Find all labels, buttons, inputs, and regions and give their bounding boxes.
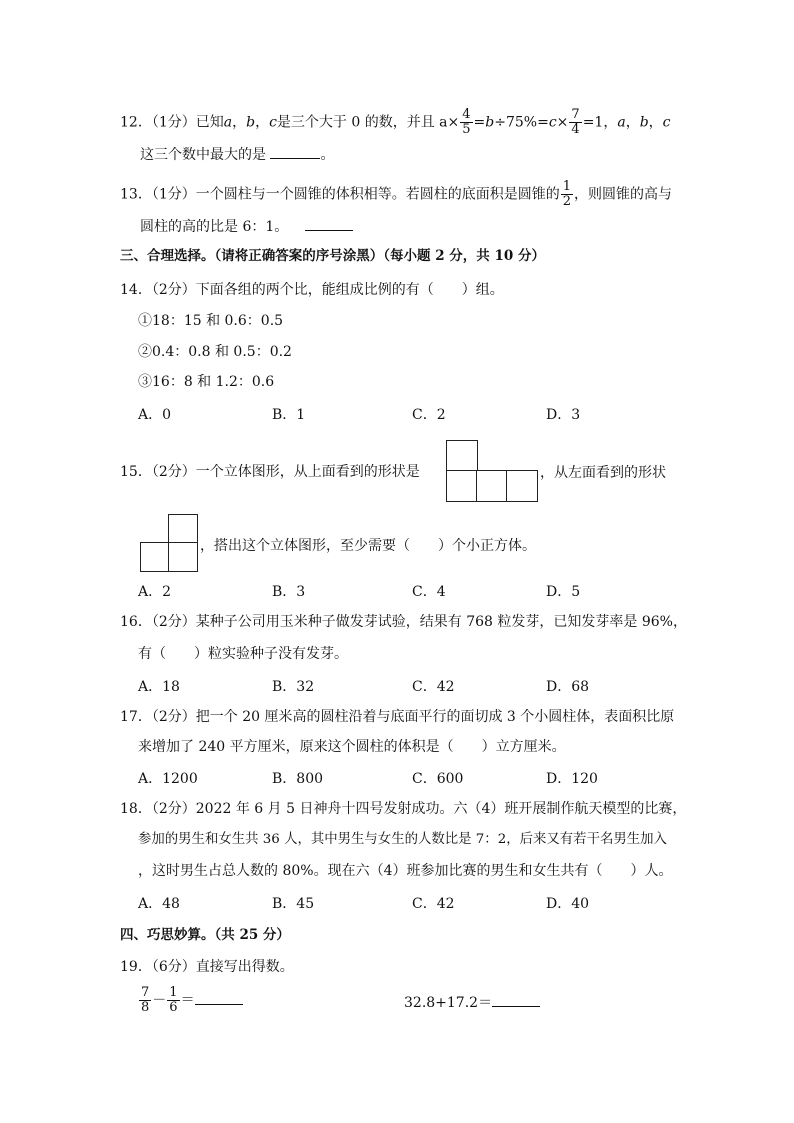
q15-option-c[interactable]: C．4: [412, 584, 446, 600]
q14-item-3: ③16：8 和 1.2：0.6: [138, 374, 275, 390]
q16-line2: 有（ ）粒实验种子没有发芽。: [138, 646, 348, 662]
q12-var-c: c: [269, 114, 277, 131]
q12-comma: ，: [625, 114, 640, 131]
q12-text: 这三个数中最大的是: [140, 147, 266, 163]
q15-score: （2分）: [151, 464, 196, 480]
q19-expression-text: 32.8+17.2＝: [404, 995, 493, 1011]
grid-square: [476, 470, 508, 502]
q12-var-b: b: [639, 114, 649, 131]
q18-text: 2022 年 6 月 5 日神舟十四号发射成功。六（4）班开展制作航天模型的比赛，: [195, 801, 687, 817]
q13-answer-blank[interactable]: [305, 216, 353, 231]
q18-line1: [120, 799, 686, 819]
q12-period: 。: [320, 147, 335, 163]
grid-square: [168, 542, 198, 572]
q13-fraction-1-2: [561, 180, 573, 209]
q18-option-a[interactable]: A．48: [138, 896, 180, 912]
q14-option-c[interactable]: C．2: [412, 407, 446, 423]
q15-text-3: ，搭出这个立体图形，至少需要（ ）个小正方体。: [200, 538, 536, 554]
q13-number: 13．: [120, 186, 152, 203]
q17-line1: [120, 707, 674, 727]
q15-option-d[interactable]: D．5: [546, 584, 581, 600]
fraction-denominator: 4: [571, 122, 580, 137]
q15-text-2: ，从左面看到的形状: [540, 465, 666, 481]
q18-line2: 参加的男生和女生共 36 人，其中男生与女生的人数比是 7：2，后来又有若干名男生加入: [138, 832, 667, 847]
q12-comma: ，: [232, 114, 247, 131]
q14-option-b[interactable]: B．1: [272, 407, 306, 423]
q17-option-d[interactable]: D．120: [546, 771, 598, 787]
q17-score: （2分）: [151, 709, 196, 725]
q18-line3: ，这时男生占总人数的 80%。现在六（4）班参加比赛的男生和女生共有（ ）人。: [138, 863, 673, 879]
q19-text: 直接写出得数。: [195, 959, 294, 975]
q12-var-c: c: [662, 114, 671, 131]
q14-stem: [120, 280, 504, 300]
q12-fraction-4-5: [460, 108, 472, 137]
q18-score: （2分）: [151, 801, 196, 817]
grid-square: [506, 470, 538, 502]
grid-square: [168, 514, 198, 544]
q17-text: 把一个 20 厘米高的圆柱沿着与底面平行的面切成 3 个小圆柱体，表面积比原: [195, 709, 675, 725]
q17-number: 17．: [120, 709, 152, 725]
q12-var-b: b: [485, 114, 495, 131]
q15-option-a[interactable]: A．2: [138, 584, 172, 600]
q13-text: 一个圆柱与一个圆锥的体积相等。若圆柱的底面积是圆锥的: [195, 186, 560, 203]
section-3-heading: 三、合理选择。（请将正确答案的序号涂黑）（每小题 2 分，共 10 分）: [120, 248, 545, 264]
q12-text: =1，: [582, 114, 618, 131]
q19-number: 19．: [120, 959, 152, 975]
q19-expression-2: [404, 992, 540, 1012]
fraction-denominator: 6: [169, 1000, 178, 1015]
q15-line1: [120, 462, 420, 482]
q12-var-a: a: [617, 114, 626, 131]
q12-score: （1分）: [151, 114, 196, 131]
q14-option-d[interactable]: D．3: [546, 407, 581, 423]
q12-line2: [140, 144, 334, 165]
q16-option-a[interactable]: A．18: [138, 679, 180, 695]
q12-comma: ，: [255, 114, 270, 131]
fraction-denominator: 5: [462, 122, 471, 137]
q12-times: ×: [556, 114, 569, 131]
q16-score: （2分）: [151, 614, 196, 630]
fraction-numerator: 1: [169, 985, 178, 1000]
equals-sign: ＝: [180, 992, 195, 1009]
q14-text: 下面各组的两个比，能组成比例的有（ ）组。: [195, 282, 504, 298]
q19-score: （6分）: [151, 959, 196, 975]
minus-sign: －: [152, 992, 167, 1009]
q17-option-b[interactable]: B．800: [272, 771, 324, 787]
q15-left-view-figure: [140, 514, 198, 572]
q14-item-2: ②0.4：0.8 和 0.5：0.2: [138, 344, 292, 360]
section-4-heading: 四、巧思妙算。（共 25 分）: [120, 927, 290, 943]
q13-score: （1分）: [151, 186, 196, 203]
q12-var-a: a: [223, 114, 233, 131]
q13-line1: [120, 180, 672, 209]
q16-option-b[interactable]: B．32: [272, 679, 315, 695]
fraction-numerator: 7: [141, 985, 150, 1000]
q19-answer-blank-1[interactable]: [195, 990, 243, 1005]
q14-number: 14．: [120, 282, 152, 298]
q12-text: 是三个大于 0 的数，并且 a×: [276, 114, 460, 131]
grid-square: [446, 440, 478, 472]
q18-option-d[interactable]: D．40: [546, 896, 590, 912]
q16-option-c[interactable]: C．42: [412, 679, 455, 695]
fraction-numerator: 1: [562, 179, 572, 194]
q12-text: ÷75%=: [494, 114, 549, 131]
q16-text: 某种子公司用玉米种子做发芽试验，结果有 768 粒发芽，已知发芽率是 96%，: [195, 614, 687, 630]
q14-item-1: ①18：15 和 0.6：0.5: [138, 313, 284, 329]
q15-top-view-figure: [446, 440, 540, 502]
q18-number: 18．: [120, 801, 152, 817]
fraction-denominator: 8: [141, 1000, 150, 1015]
q12-text: 已知: [195, 114, 224, 131]
q12-line1: [120, 108, 671, 137]
q14-option-a[interactable]: A．0: [138, 407, 172, 423]
q13-text: ，则圆锥的高与: [574, 186, 673, 203]
fraction-numerator: 4: [462, 107, 471, 122]
q17-option-a[interactable]: A．1200: [138, 771, 198, 787]
q12-comma: ，: [648, 114, 663, 131]
q17-option-c[interactable]: C．600: [412, 771, 464, 787]
q16-option-d[interactable]: D．68: [546, 679, 590, 695]
q17-line2: 来增加了 240 平方厘米，原来这个圆柱的体积是（ ）立方厘米。: [138, 739, 566, 755]
q12-equals: =: [473, 114, 486, 131]
q12-number: 12．: [120, 114, 152, 131]
fraction-7-8: [139, 986, 151, 1015]
q18-option-b[interactable]: B．45: [272, 896, 315, 912]
q15-text: 一个立体图形，从上面看到的形状是: [195, 464, 420, 480]
q16-number: 16．: [120, 614, 152, 630]
q12-answer-blank[interactable]: [270, 144, 320, 159]
grid-square: [446, 470, 478, 502]
fraction-1-6: [167, 986, 179, 1015]
q12-var-b: b: [246, 114, 256, 131]
q19-answer-blank-2[interactable]: [492, 992, 540, 1007]
q15-number: 15．: [120, 464, 152, 480]
q12-var-c: c: [548, 114, 557, 131]
q13-line2: [140, 216, 353, 237]
q19-expression-1: [138, 986, 243, 1015]
grid-square: [140, 542, 170, 572]
q18-option-c[interactable]: C．42: [412, 896, 455, 912]
fraction-numerator: 7: [571, 107, 580, 122]
q16-line1: [120, 612, 687, 632]
q15-option-b[interactable]: B．3: [272, 584, 306, 600]
q12-fraction-7-4: [569, 108, 581, 137]
q13-text: 圆柱的高的比是 6：1。: [140, 219, 289, 235]
q14-score: （2分）: [151, 282, 196, 298]
fraction-denominator: 2: [562, 194, 572, 209]
q19-stem: [120, 957, 294, 977]
